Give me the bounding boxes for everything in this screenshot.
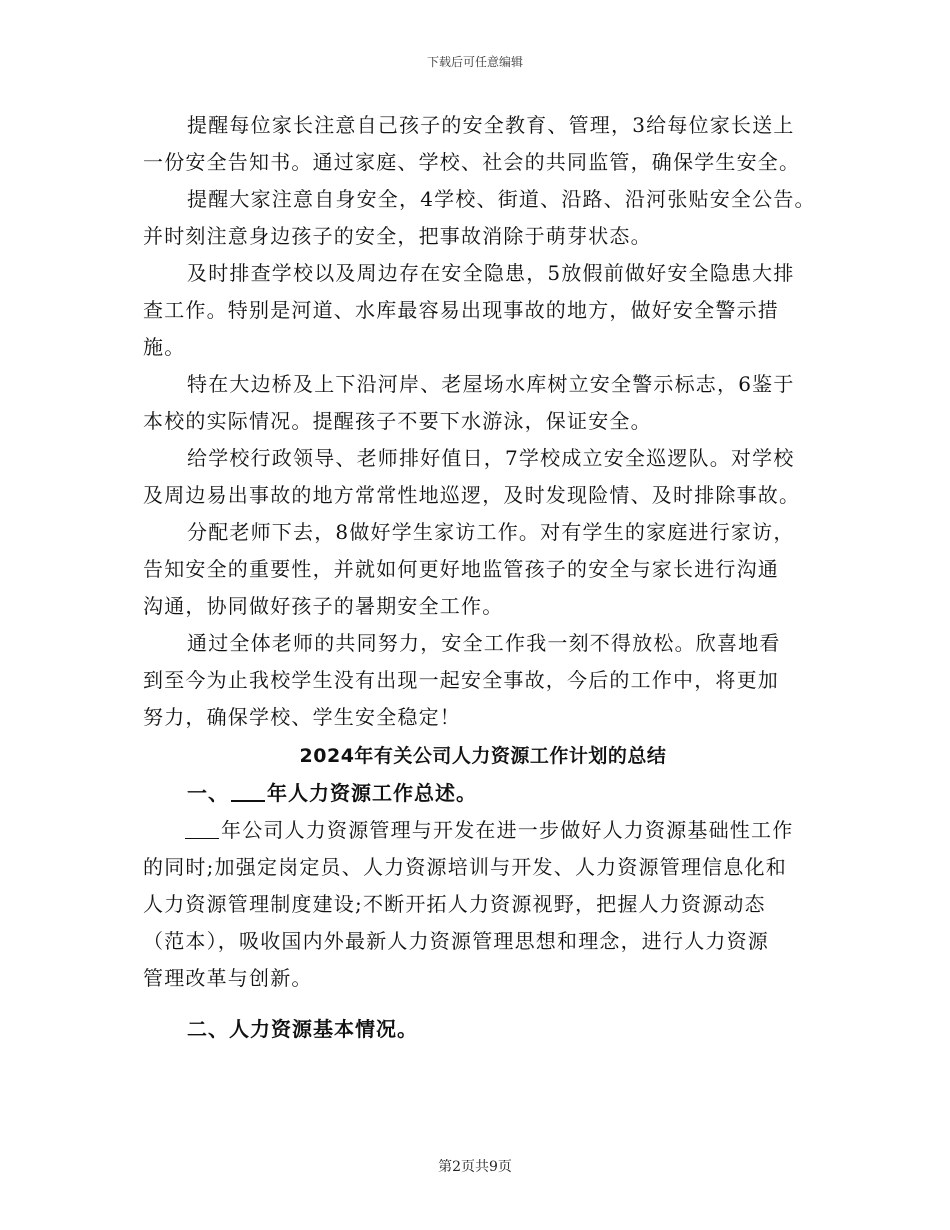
document-body xyxy=(143,107,823,1048)
page-number: 第2页共9页 xyxy=(438,1159,512,1175)
paragraph-6 xyxy=(143,514,823,625)
section-heading-2: 二、人力资源基本情况。 xyxy=(187,1017,418,1041)
paragraph-1 xyxy=(143,107,823,181)
section-1-body xyxy=(143,812,823,997)
paragraph-5 xyxy=(143,440,823,514)
paragraph-line: 施。 xyxy=(143,335,186,359)
paragraph-line: 查工作。特别是河道、水库最容易出现事故的地方，做好安全警示措 xyxy=(143,298,779,322)
paragraph-line: 本校的实际情况。提醒孩子不要下水游泳，保证安全。 xyxy=(143,409,652,433)
paragraph-line: 人力资源管理制度建设;不断开拓人力资源视野，把握人力资源动态 xyxy=(143,892,766,916)
paragraph-line: 特在大边桥及上下沿河岸、老屋场水库树立安全警示标志，6鉴于 xyxy=(187,372,795,396)
paragraph-line: 努力，确保学校、学生安全稳定！ xyxy=(143,705,461,729)
paragraph-line: 及周边易出事故的地方常常性地巡逻，及时发现险情、及时排除事故。 xyxy=(143,483,801,507)
paragraph-line: 的同时;加强定岗定员、人力资源培训与开发、人力资源管理信息化和 xyxy=(143,855,787,879)
paragraph-line: 提醒大家注意自身安全，4学校、街道、沿路、沿河张贴安全公告。 xyxy=(187,187,816,211)
paragraph-line: 年公司人力资源管理与开发在进一步做好人力资源基础性工作 xyxy=(221,818,794,842)
paragraph-line: 及时排查学校以及周边存在安全隐患，5放假前做好安全隐患大排 xyxy=(187,261,795,285)
paragraph-line: 通过全体老师的共同努力，安全工作我一刻不得放松。欣喜地看 xyxy=(187,631,781,655)
paragraph-line: （范本），吸收国内外最新人力资源管理思想和理念，进行人力资源 xyxy=(143,929,769,953)
section-heading-1 xyxy=(143,775,823,812)
paragraph-line: 提醒每位家长注意自己孩子的安全教育、管理，3给每位家长送上 xyxy=(187,113,795,137)
paragraph-line: 到至今为止我校学生没有出现一起安全事故，今后的工作中，将更加 xyxy=(143,668,779,692)
paragraph-line: 管理改革与创新。 xyxy=(143,966,313,990)
header-note: 下载后可任意编辑 xyxy=(426,55,523,69)
paragraph-line: 给学校行政领导、老师排好值日，7学校成立安全巡逻队。对学校 xyxy=(187,446,795,470)
paragraph-3 xyxy=(143,255,823,366)
section-heading-prefix: 一、 xyxy=(187,781,229,805)
paragraph-line: 一份安全告知书。通过家庭、学校、社会的共同监管，确保学生安全。 xyxy=(143,150,801,174)
document-title: 2024年有关公司人力资源工作计划的总结 xyxy=(299,745,667,767)
paragraph-line: 分配老师下去，8做好学生家访工作。对有学生的家庭进行家访， xyxy=(187,520,795,544)
paragraph-2 xyxy=(143,181,823,255)
paragraph-4 xyxy=(143,366,823,440)
paragraph-7 xyxy=(143,625,823,736)
paragraph-line: 告知安全的重要性，并就如何更好地监管孩子的安全与家长进行沟通 xyxy=(143,557,779,581)
fill-in-blank xyxy=(185,820,219,839)
paragraph-line: 沟通，协同做好孩子的暑期安全工作。 xyxy=(143,594,504,618)
section-heading-text: 年人力资源工作总述。 xyxy=(267,781,477,805)
fill-in-blank xyxy=(231,782,265,802)
paragraph-line: 并时刻注意身边孩子的安全，把事故消除于萌芽状态。 xyxy=(143,224,652,248)
